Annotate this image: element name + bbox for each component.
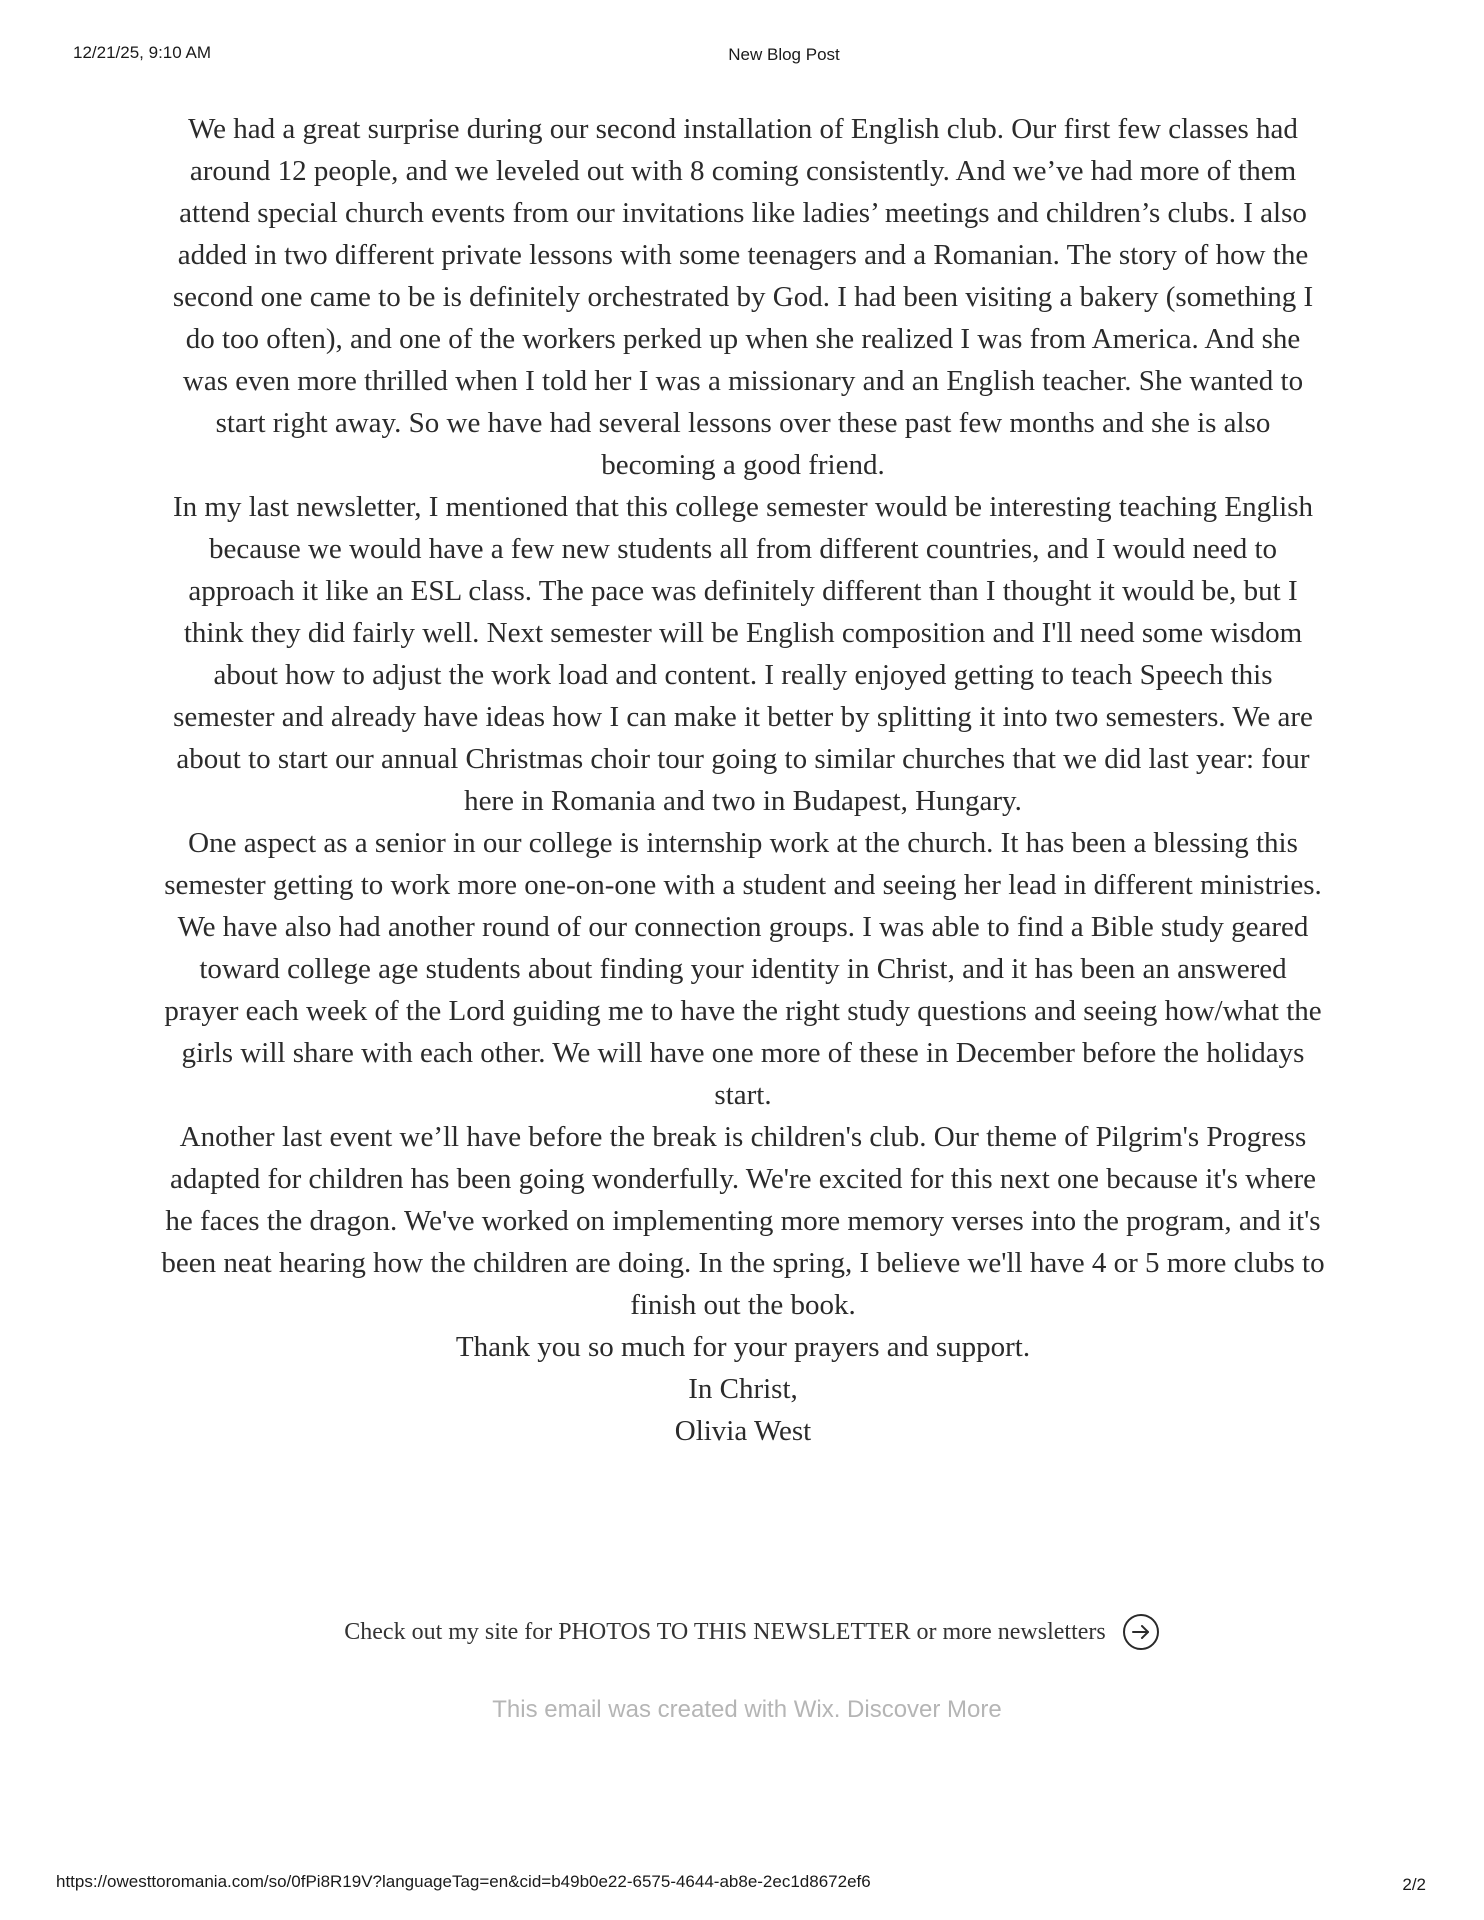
newsletter-cta-row (0, 1613, 1484, 1651)
print-footer-url: https://owesttoromania.com/so/0fPi8R19V?languageTag=en&cid=b49b0e22-6575-4644-ab8e-2ec1d8672ef6 (56, 1872, 871, 1891)
newsletter-paragraph-4: Another last event we’ll have before the break is children's club. Our theme of Pilgrim's Progress adapted for children has been going wonderfully. We're excited for this next one because it's where he faces the dragon. We've worked on implementing more memory verses into the program, and it's been neat hearing how the children are doing. In the spring, I believe we'll have 4 or 5 more clubs to finish out the book. (161, 1121, 1325, 1321)
newsletter-body (160, 108, 1326, 1452)
print-page-title-wrapper (0, 45, 1484, 65)
print-timestamp: 12/21/25, 9:10 AM (73, 43, 211, 62)
newsletter-paragraph-2: In my last newsletter, I mentioned that this college semester would be interesting teaching English because we would have a few new students all from different countries, and I would need to approach it like an ESL class. The pace was definitely different than I thought it would be, but I think they did fairly well. Next semester will be English composition and I'll need some wisdom about how to adjust the work load and content. I really enjoyed getting to teach Speech this semester and already have ideas how I can make it better by splitting it into two semesters. We are about to start our annual Christmas choir tour going to similar churches that we did last year: four here in Romania and two in Budapest, Hungary. (172, 491, 1314, 817)
newsletter-site-link[interactable] (344, 1613, 1159, 1651)
closing-line: In Christ, (688, 1373, 798, 1405)
thanks-line: Thank you so much for your prayers and support. (455, 1331, 1031, 1363)
arrow-right-circle-icon[interactable] (1122, 1613, 1160, 1651)
wix-attribution-link[interactable]: This email was created with Wix. Discover More (492, 1696, 1002, 1723)
newsletter-site-link-label: Check out my site for PHOTOS TO THIS NEWSLETTER or more newsletters (344, 1618, 1106, 1645)
newsletter-paragraph-3: One aspect as a senior in our college is internship work at the church. It has been a blessing this semester getting to work more one-on-one with a student and seeing her lead in different ministries. We have also had another round of our connection groups. I was able to find a Bible study geared toward college age students about finding your identity in Christ, and it has been an answered prayer each week of the Lord guiding me to have the right study questions and seeing how/what the girls will share with each other. We will have one more of these in December before the holidays start. (164, 827, 1322, 1111)
newsletter-paragraph-1: We had a great surprise during our second installation of English club. Our first few classes had around 12 people, and we leveled out with 8 coming consistently. And we’ve had more of them attend special church events from our invitations like ladies’ meetings and children’s clubs. I also added in two different private lessons with some teenagers and a Romanian. The story of how the second one came to be is definitely orchestrated by God. I had been visiting a bakery (something I do too often), and one of the workers perked up when she realized I was from America. And she was even more thrilled when I told her I was a missionary and an English teacher. She wanted to start right away. So we have had several lessons over these past few months and she is also becoming a good friend. (172, 113, 1314, 481)
signature: Olivia West (674, 1415, 812, 1447)
print-page-title: New Blog Post (728, 45, 840, 64)
print-page-number: 2/2 (1402, 1875, 1426, 1894)
